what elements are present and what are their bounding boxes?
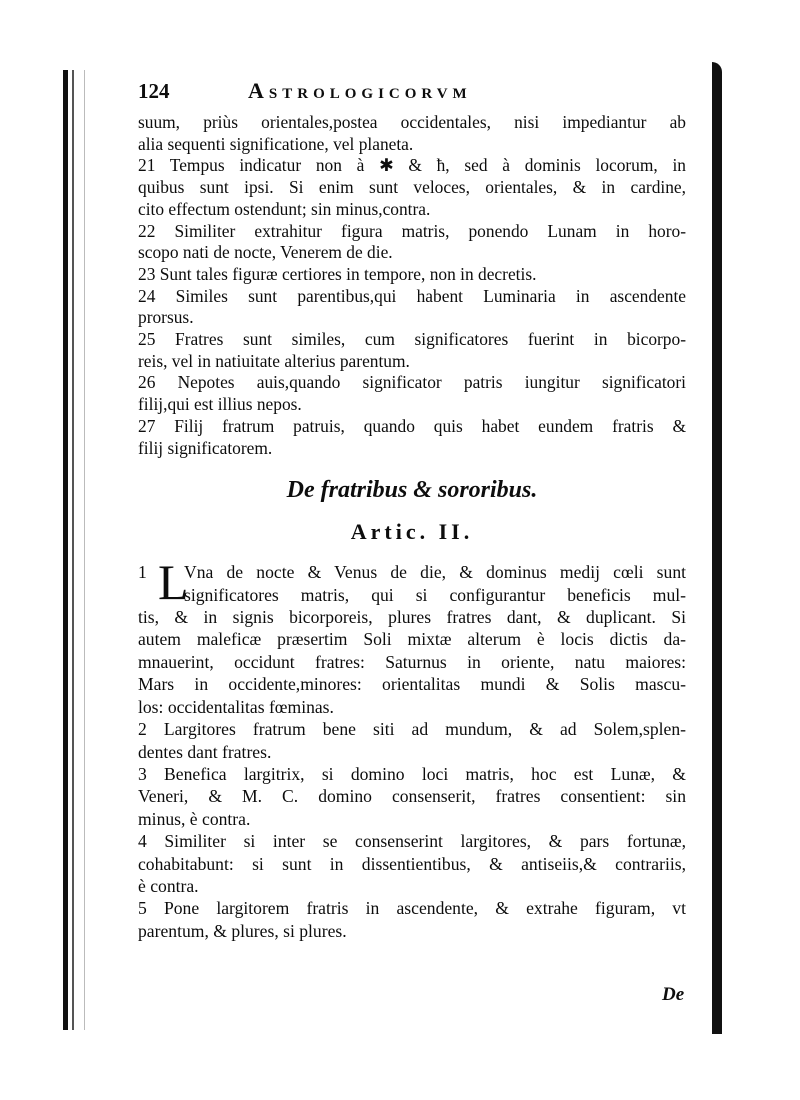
text-line: tis, & in signis bicorporeis, plures fratres dant, & duplicant. Si xyxy=(138,607,686,628)
catchword: De xyxy=(662,984,685,1005)
aphorism-3: 3 Benefica largitrix, si domino loci matris, hoc est Lunæ, & xyxy=(138,763,686,784)
text-line: scopo nati de nocte, Venerem de die. xyxy=(138,242,393,263)
aphorisms-continued xyxy=(138,112,686,459)
page-edge xyxy=(712,62,722,1034)
binding-edge xyxy=(63,70,68,1030)
aphorism-2: 2 Largitores fratrum bene siti ad mundum, & ad Solem,splen- xyxy=(138,719,686,740)
text-line: alia sequenti significatione, vel planeta. xyxy=(138,133,414,154)
article-heading: Artic. II. xyxy=(350,519,474,545)
article-text xyxy=(138,554,686,942)
first-line: Vna de nocte & Venus de die, & dominus medij cœli sunt xyxy=(184,562,686,583)
aphorism-26: 26 Nepotes auis,quando significator patris iungitur significatori xyxy=(138,372,686,393)
page-header xyxy=(138,78,686,112)
text-line: cohabitabunt: si sunt in dissentientibus, & antiseiis,& contrariis, xyxy=(138,853,686,874)
text-line: quibus sunt ipsi. Si enim sunt veloces, orientales, & in cardine, xyxy=(138,177,686,198)
paragraph-number: 1 xyxy=(138,562,147,583)
text-line: mnauerint, occidunt fratres: Saturnus in oriente, natu maiores: xyxy=(138,651,686,672)
aphorism-21: 21 Tempus indicatur non à ✱ & ħ, sed à dominis locorum, in xyxy=(138,155,686,176)
text-line: filij,qui est illius nepos. xyxy=(138,394,302,415)
page-text xyxy=(138,78,686,942)
second-line: significatores matris, qui si configurantur beneficis mul- xyxy=(184,584,686,605)
text-line xyxy=(138,561,686,583)
drop-cap: L xyxy=(158,554,189,611)
section-title: De fratribus & sororibus. xyxy=(286,477,538,504)
text-line: cito effectum ostendunt; sin minus,contra. xyxy=(138,198,431,219)
text-line: los: occidentalitas fœminas. xyxy=(138,696,334,717)
binding-edge-faint xyxy=(84,70,85,1030)
text-line: Veneri, & M. C. domino consenserit, fratres consentient: sin xyxy=(138,786,686,807)
first-paragraph-opening xyxy=(138,554,686,611)
aphorism-5: 5 Pone largitorem fratris in ascendente, & extrahe figuram, vt xyxy=(138,898,686,919)
text-line: parentum, & plures, si plures. xyxy=(138,920,347,941)
aphorism-4: 4 Similiter si inter se consenserint largitores, & pars fortunæ, xyxy=(138,831,686,852)
text-line: reis, vel in natiuitate alterius parentum. xyxy=(138,350,410,371)
aphorism-25: 25 Fratres sunt similes, cum significatores fuerint in bicorpo- xyxy=(138,329,686,350)
running-title: Astrologicorvm xyxy=(248,78,472,103)
page-edge-inner xyxy=(706,74,712,1024)
aphorism-24: 24 Similes sunt parentibus,qui habent Luminaria in ascendente xyxy=(138,285,686,306)
page-number: 124 xyxy=(138,79,170,103)
text-line: dentes dant fratres. xyxy=(138,741,272,762)
text-line: suum, priùs orientales,postea occidentales, nisi impediantur ab xyxy=(138,112,686,132)
aphorism-23: 23 Sunt tales figuræ certiores in tempore, non in decretis. xyxy=(138,263,537,284)
text-line: Mars in occidente,minores: orientalitas mundi & Solis mascu- xyxy=(138,674,686,695)
text-line: autem maleficæ præsertim Soli mixtæ alterum è locis dictis da- xyxy=(138,629,686,650)
text-line: è contra. xyxy=(138,875,199,896)
aphorism-22: 22 Similiter extrahitur figura matris, ponendo Lunam in horo- xyxy=(138,220,686,241)
text-line: filij significatorem. xyxy=(138,437,273,458)
aphorism-27: 27 Filij fratrum patruis, quando quis habet eundem fratris & xyxy=(138,415,686,436)
binding-edge-shadow xyxy=(72,70,74,1030)
text-line: prorsus. xyxy=(138,307,194,328)
text-line: minus, è contra. xyxy=(138,808,251,829)
